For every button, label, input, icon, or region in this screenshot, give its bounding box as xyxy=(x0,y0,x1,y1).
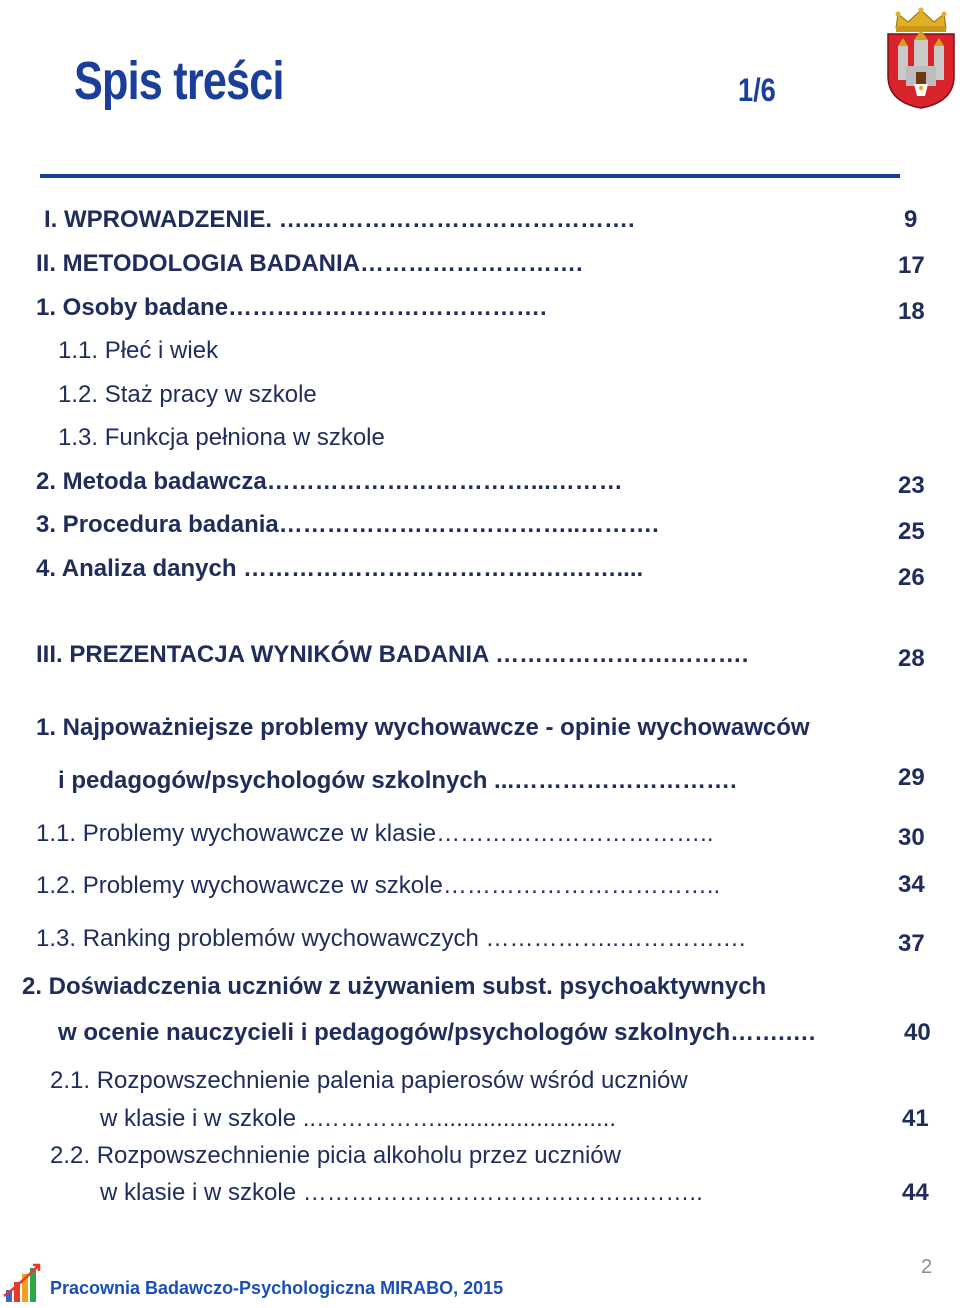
toc-entry-osoby-badane[interactable]: 1. Osoby badane…………………………………. xyxy=(36,294,547,321)
toc-entry-metodologia[interactable]: II. METODOLOGIA BADANIA………………………. xyxy=(36,250,583,277)
toc-entry-wprowadzenie[interactable]: I. WPROWADZENIE. …..…………………………………. xyxy=(44,206,635,233)
toc-entry-staz-pracy[interactable]: 1.2. Staż pracy w szkole xyxy=(58,381,317,408)
toc-page: 25 xyxy=(898,518,925,545)
toc-page: 37 xyxy=(898,930,925,957)
toc-entry-palenie-papierosow-cont[interactable]: w klasie i w szkole ..……………........................... xyxy=(100,1105,617,1132)
toc-entry-problemy-w-szkole[interactable]: 1.2. Problemy wychowawcze w szkole…………………………….. xyxy=(36,872,721,899)
footer-organization: Pracownia Badawczo-Psychologiczna MIRABO, 2015 xyxy=(50,1278,504,1298)
krakow-coat-of-arms-icon xyxy=(884,6,958,110)
toc-page: 28 xyxy=(898,645,925,672)
toc-page: 44 xyxy=(902,1179,929,1206)
header-divider xyxy=(40,174,900,178)
toc-entry-picie-alkoholu-cont[interactable]: w klasie i w szkole …………………………….……...…….. xyxy=(100,1179,703,1206)
toc-entry-metoda-badawcza[interactable]: 2. Metoda badawcza……………………………...……… xyxy=(36,468,623,495)
bar-chart-logo-icon xyxy=(2,1262,42,1304)
toc-entry-doswiadczenia-uczniow[interactable]: 2. Doświadczenia uczniów z używaniem subst. psychoaktywnych xyxy=(22,973,767,1000)
toc-entry-palenie-papierosow[interactable]: 2.1. Rozpowszechnienie palenia papierosów wśród uczniów xyxy=(50,1067,688,1094)
toc-page: 17 xyxy=(898,252,925,279)
toc-page: 23 xyxy=(898,472,925,499)
toc-entry-problemy-w-klasie[interactable]: 1.1. Problemy wychowawcze w klasie…………………………….. xyxy=(36,820,714,847)
toc-entry-analiza-danych[interactable]: 4. Analiza danych ……………………………….….…….... xyxy=(36,555,644,582)
toc-page: 9 xyxy=(904,206,918,233)
page-indicator: 1/6 xyxy=(738,72,776,108)
toc-page: 41 xyxy=(902,1105,929,1132)
toc-entry-doswiadczenia-uczniow-cont[interactable]: w ocenie nauczycieli i pedagogów/psychologów szkolnych…….…. xyxy=(58,1019,816,1046)
toc-page: 30 xyxy=(898,824,925,851)
toc-entry-funkcja[interactable]: 1.3. Funkcja pełniona w szkole xyxy=(58,424,385,451)
toc-entry-plec-i-wiek[interactable]: 1.1. Płeć i wiek xyxy=(58,337,219,364)
toc-entry-prezentacja-wynikow[interactable]: III. PREZENTACJA WYNIKÓW BADANIA ………………….………. xyxy=(36,641,749,668)
page-title: Spis treści xyxy=(74,51,284,111)
toc-page: 26 xyxy=(898,564,925,591)
toc-entry-picie-alkoholu[interactable]: 2.2. Rozpowszechnienie picia alkoholu przez uczniów xyxy=(50,1142,621,1169)
toc-page: 34 xyxy=(898,871,925,898)
toc-entry-ranking-problemow[interactable]: 1.3. Ranking problemów wychowawczych ……………..……………. xyxy=(36,925,746,952)
toc-entry-najpowazniejsze-problemy-cont[interactable]: i pedagogów/psychologów szkolnych ...………………………. xyxy=(58,767,737,794)
toc-entry-najpowazniejsze-problemy[interactable]: 1. Najpoważniejsze problemy wychowawcze - opinie wychowawców xyxy=(36,714,810,741)
toc-page: 40 xyxy=(904,1019,931,1046)
toc-page: 29 xyxy=(898,764,925,791)
page-number: 2 xyxy=(921,1256,933,1278)
toc-page: 18 xyxy=(898,298,925,325)
toc-entry-procedura-badania[interactable]: 3. Procedura badania………………………………..………. xyxy=(36,511,659,538)
